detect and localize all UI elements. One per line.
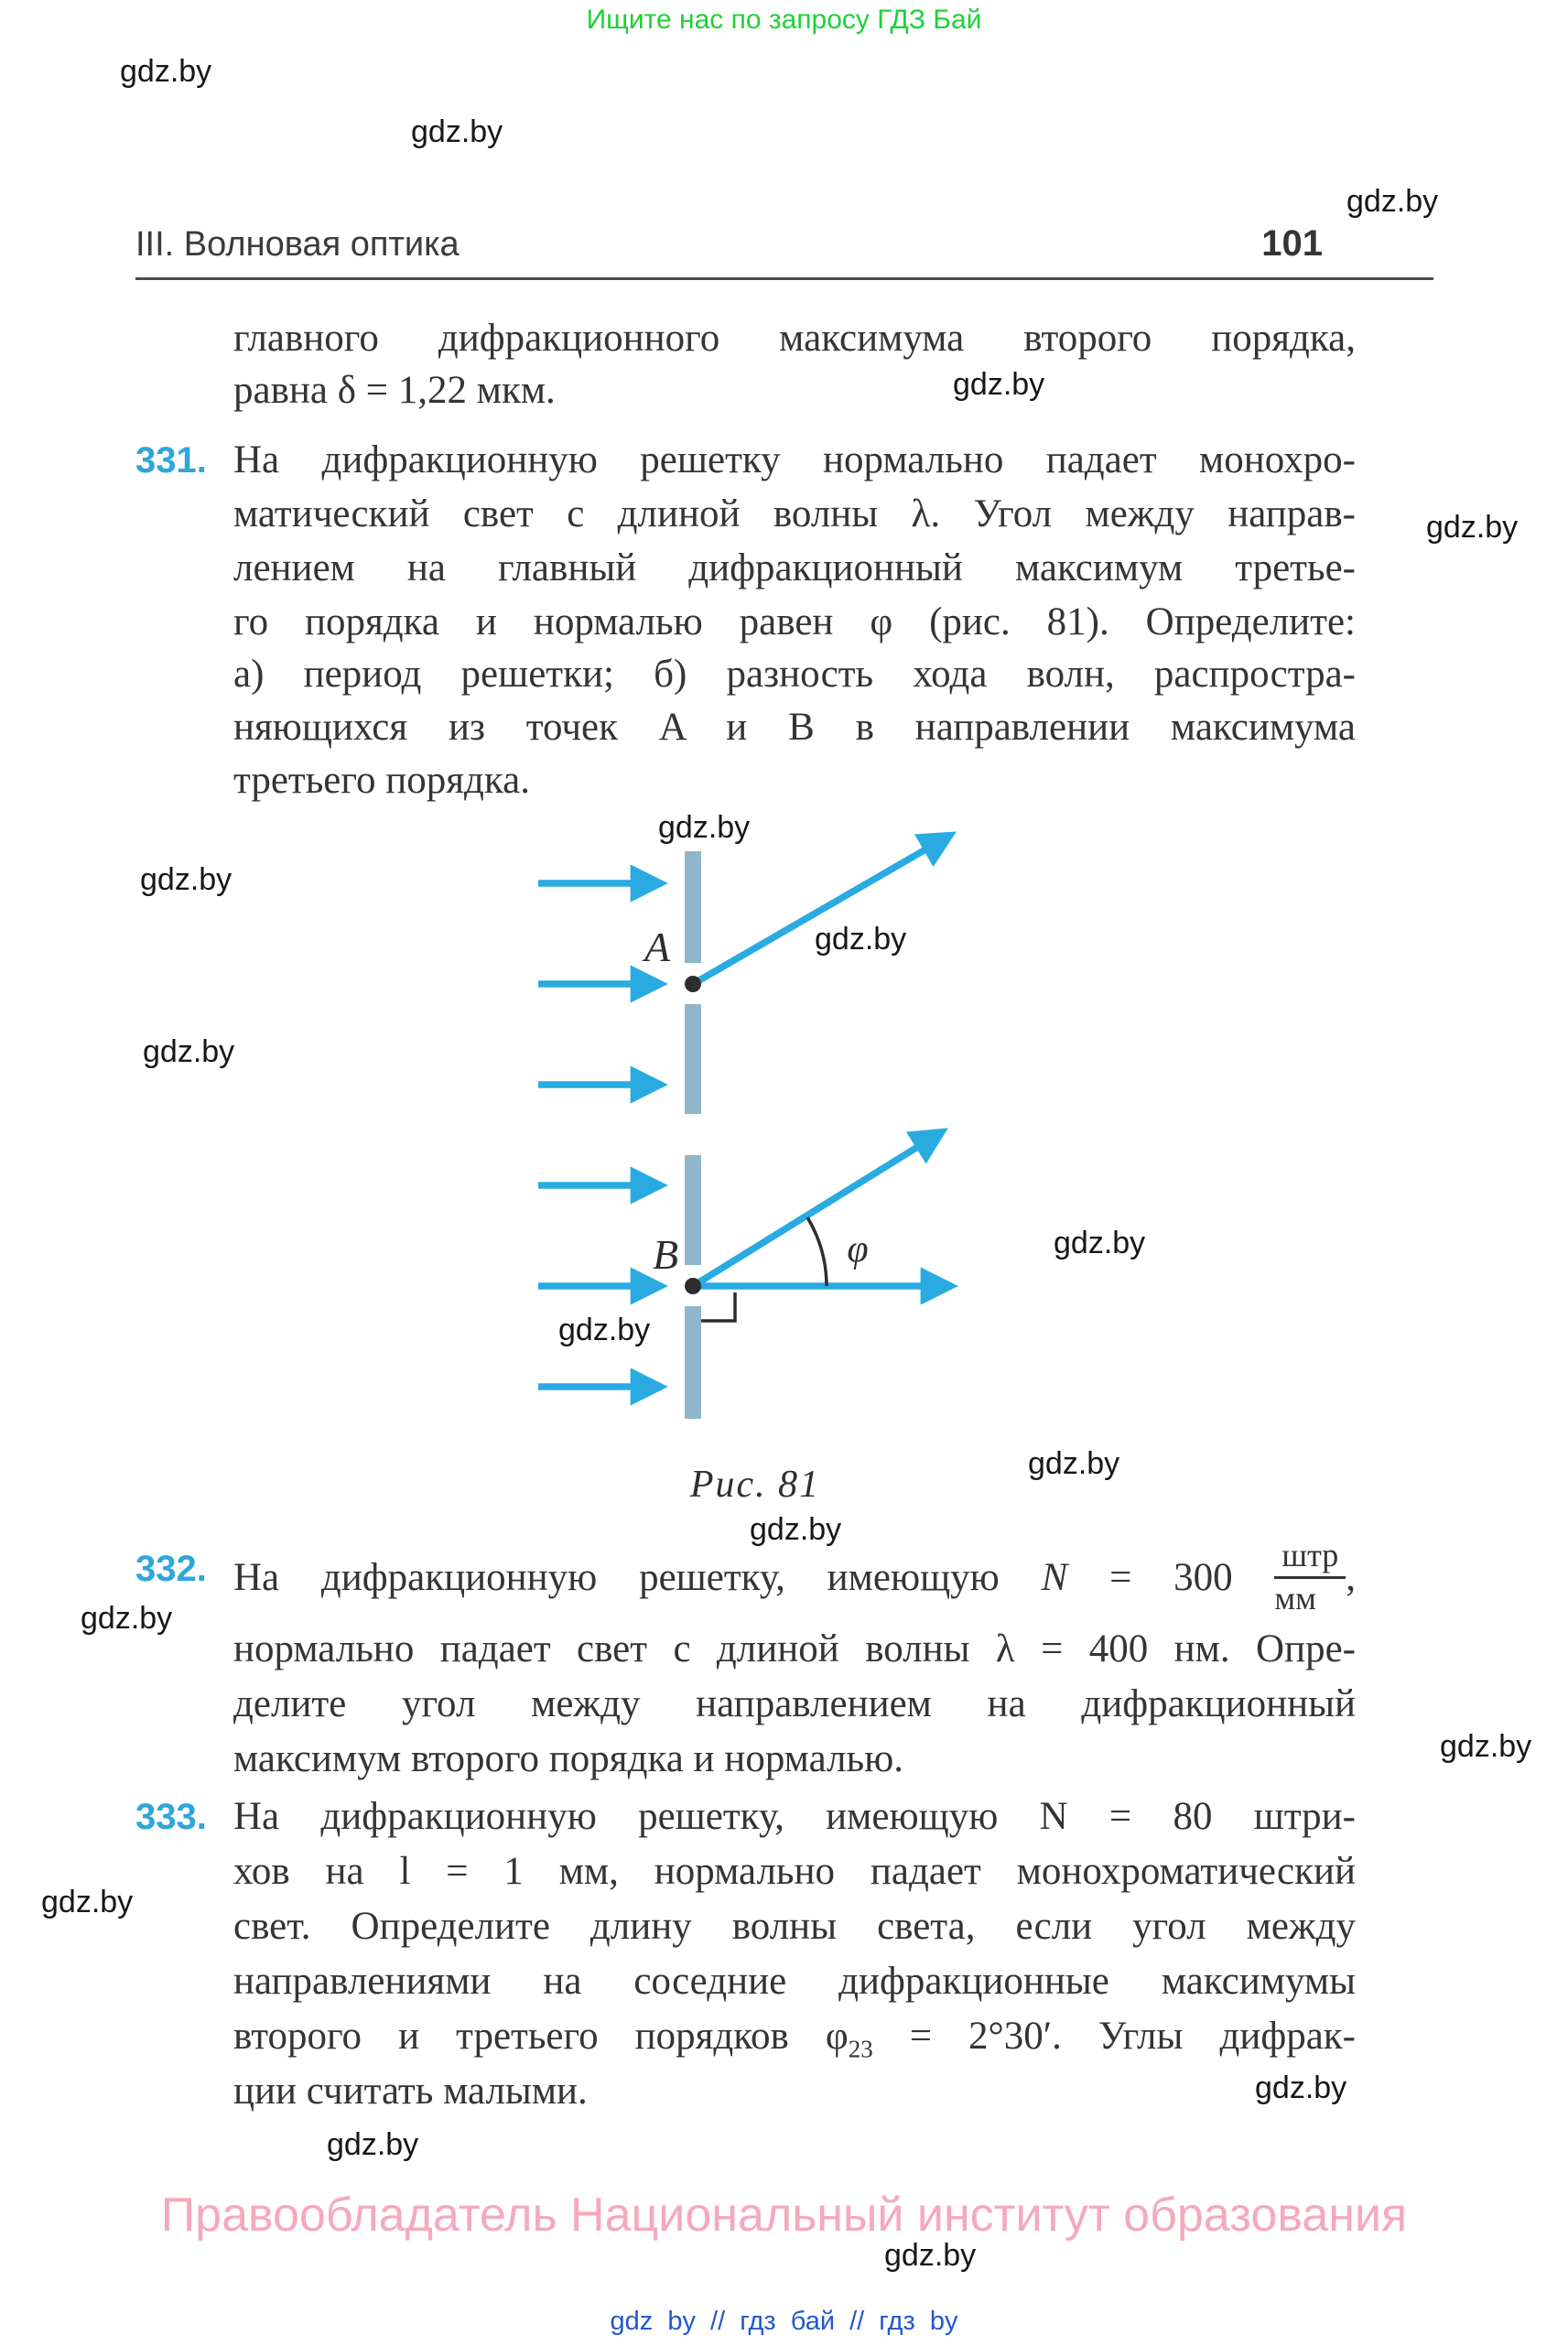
watermark-gdzby: gdz.by [1054,1226,1146,1260]
figure-caption: Рис. 81 [689,1464,821,1506]
watermark-gdzby: gdz.by [750,1512,842,1547]
problem-331-line: матический свет с длиной волны λ. Угол между направ- [233,492,1356,535]
fraction-denominator: мм [1274,1579,1316,1616]
comma: , [1346,1555,1357,1599]
fraction-numerator: штр [1274,1538,1346,1579]
equals-value: = 300 [1109,1555,1233,1599]
problem-number-331: 331. [135,440,207,481]
problem-number-332: 332. [135,1549,207,1589]
problem-331-line: На дифракционную решетку нормально падает монохро- [233,438,1356,481]
watermark-gdzby: gdz.by [327,2127,419,2162]
text-segment: = 2°30′. Углы дифрак- [872,2015,1356,2058]
problem-331-line: лением на главный дифракционный максимум третье- [233,546,1356,589]
label-phi: φ [847,1228,869,1270]
figure-diffraction-grating [494,805,1007,1446]
watermark-gdzby: gdz.by [1028,1446,1120,1481]
intro-line: главного дифракционного максимума второго порядка, [233,317,1356,360]
problem-332-line: максимум второго порядка и нормалью. [233,1737,903,1780]
watermark-gdzby: gdz.by [140,862,232,897]
problem-333-line: ции считать малыми. [233,2070,588,2113]
ray-from-B [693,1131,943,1286]
problem-331-line: няющихся из точек A и B в направлении максимума [233,706,1356,749]
problem-332-line: делите угол между направлением на дифракционный [233,1682,1356,1725]
problem-331-line: третьего порядка. [233,759,530,802]
watermark-gdzby: gdz.by [41,1885,134,1919]
watermark-gdzby: gdz.by [411,114,503,149]
page-number: 101 [1261,223,1323,264]
angle-arc [807,1217,827,1286]
problem-333-line: На дифракционную решетку, имеющую N = 80 штри- [233,1795,1356,1838]
watermark-gdzby: gdz.by [558,1313,651,1347]
promo-banner-link[interactable]: Ищите нас по запросу ГДЗ Бай [586,5,982,35]
watermark-gdzby: gdz.by [815,922,907,957]
intro-line: равна δ = 1,22 мкм. [233,369,556,412]
watermark-gdzby: gdz.by [81,1601,173,1636]
watermark-gdzby: gdz.by [884,2238,977,2273]
problem-333-line: хов на l = 1 мм, нормально падает монохроматический [233,1850,1356,1893]
chapter-title: III. Волновая оптика [135,225,460,264]
watermark-gdzby: gdz.by [658,810,751,845]
footer-links[interactable]: gdz by // гдз бай // гдз by [610,2307,958,2336]
problem-333-line: направлениями на соседние дифракционные максимумы [233,1960,1356,2003]
text-segment: второго и третьего порядков φ [233,2015,849,2058]
variable-N: N [1041,1555,1068,1599]
problem-333-line [233,2009,1356,2064]
incident-wave-arrows [538,883,662,1387]
watermark-gdzby: gdz.by [953,367,1045,402]
right-angle-mark [701,1292,735,1321]
problem-331-line: а) период решетки; б) разность хода волн, распростра- [233,653,1356,696]
ray-from-A [693,835,951,984]
problem-332-line: нормально падает свет с длиной волны λ = 400 нм. Опре- [233,1627,1356,1670]
problem-333-line: свет. Определите длину волны света, если угол между [233,1905,1356,1948]
label-B: B [652,1231,679,1278]
watermark-gdzby: gdz.by [1255,2070,1347,2105]
point-B-dot [685,1278,701,1294]
watermark-gdzby: gdz.by [120,54,212,89]
header-divider [135,277,1433,280]
diffracted-ray-arrows [693,835,952,1286]
watermark-gdzby: gdz.by [1426,510,1519,545]
problem-331-line: го порядка и нормалью равен φ (рис. 81). Определите: [233,600,1356,643]
text-segment: На дифракционную решетку, имеющую [233,1555,1000,1599]
watermark-gdzby: gdz.by [143,1034,235,1069]
problem-number-333: 333. [135,1797,207,1837]
phi-subscript: 23 [848,2035,873,2063]
point-A-dot [685,976,701,992]
watermark-gdzby: gdz.by [1440,1729,1532,1764]
copyright-notice: Правообладатель Национальный институт образования [160,2189,1408,2242]
fraction-shtr-mm [1274,1538,1346,1616]
problem-332-line [233,1537,1357,1616]
label-A: A [643,924,671,970]
grating-bars [685,851,701,1419]
watermark-gdzby: gdz.by [1346,184,1439,219]
